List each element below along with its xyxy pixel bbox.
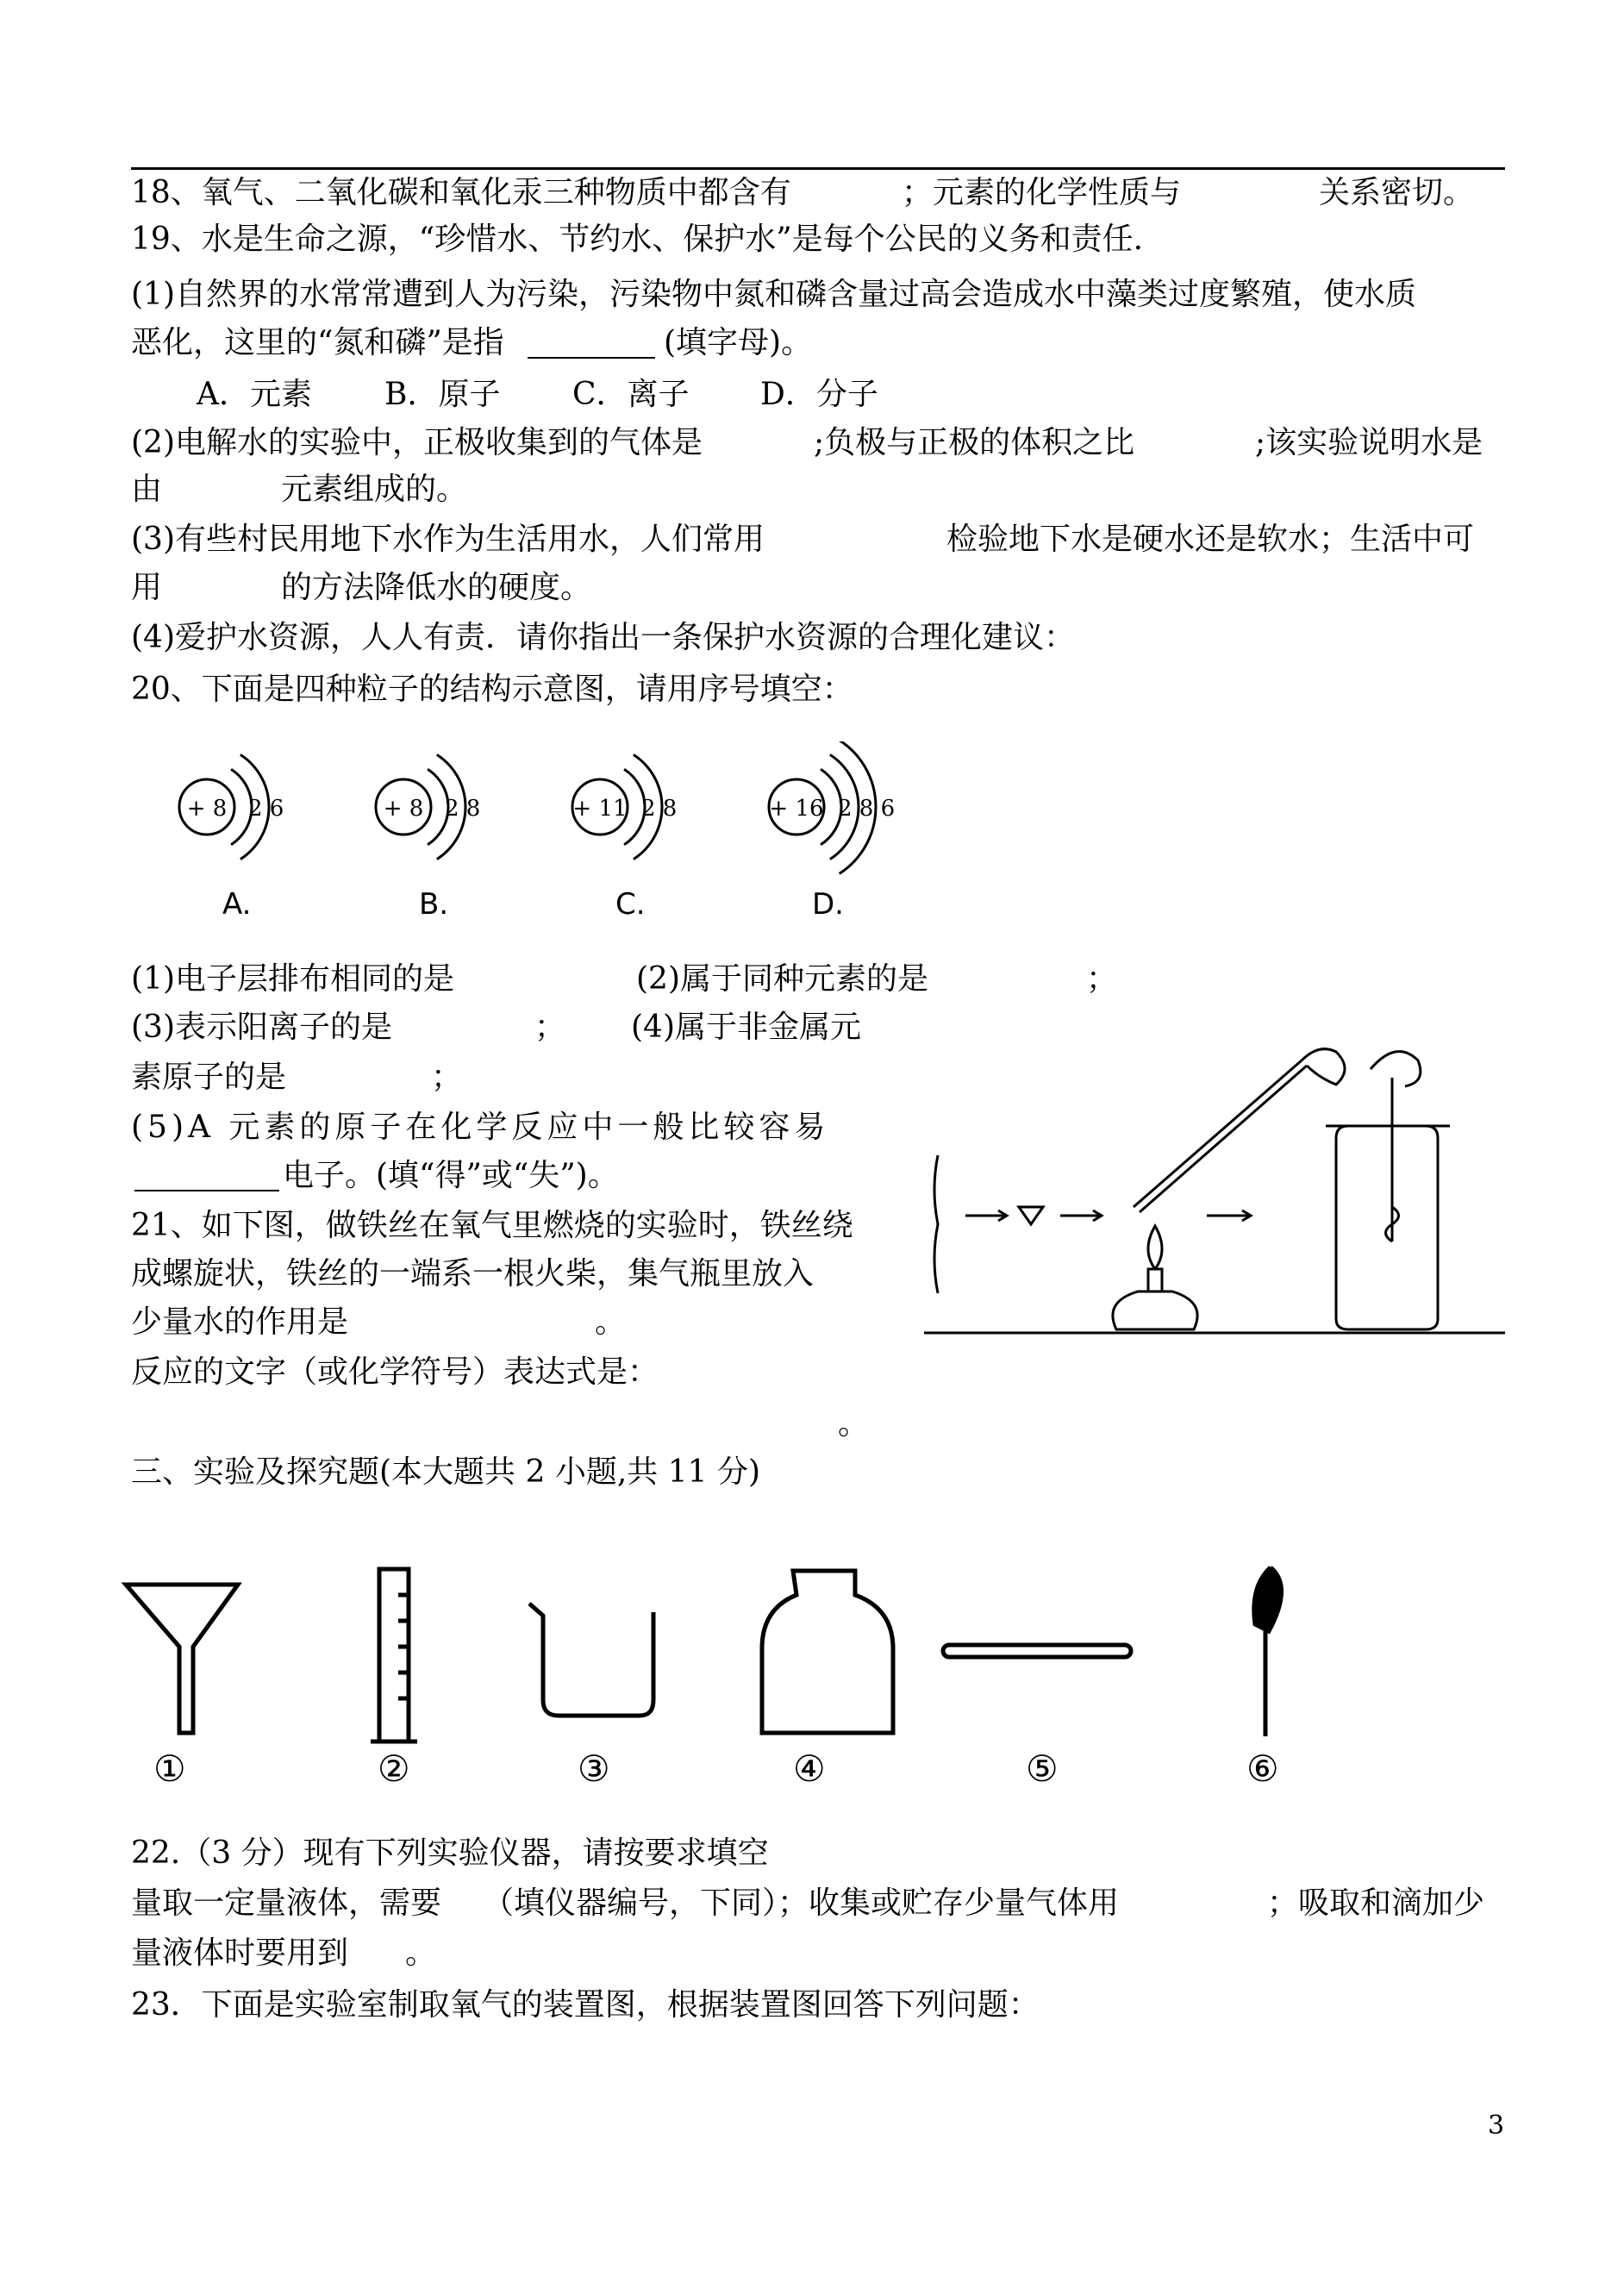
nucleus-charge: + 11 (572, 796, 628, 822)
q22-l2b: （填仪器编号，下同）；收集或贮存少量气体用 (483, 1885, 1120, 1921)
q21-l2: 成螺旋状，铁丝的一端系一根火柴，集气瓶里放入 (131, 1256, 815, 1291)
q21-l3a: 少量水的作用是 (131, 1304, 349, 1340)
graduated-cylinder-drawing (371, 1569, 417, 1742)
q20-s2: (2)属于同种元素的是 (636, 961, 928, 997)
electron-counts: 2 6 (248, 796, 284, 822)
q20-s4a: (4)属于非金属元 (631, 1010, 861, 1045)
instrument-label-3: ③ (578, 1748, 610, 1790)
electron-counts: 2 8 (445, 796, 481, 822)
atom-diagram-a (179, 754, 284, 922)
instrument-label-5: ⑤ (1026, 1748, 1059, 1790)
electron-counts: 2 8 6 (838, 796, 896, 822)
funnel-drawing (126, 1585, 238, 1733)
q19-p1-line1: (1)自然界的水常常遭到人为污染，污染物中氮和磷含量过高会造成水中藻类过度繁殖，使水质 (131, 277, 1416, 312)
q19-blank-1[interactable] (528, 357, 655, 359)
instrument-label-4: ④ (793, 1748, 826, 1790)
q21-l5: 。 (838, 1406, 870, 1441)
q20-s4-end: ； (431, 1060, 463, 1095)
q19-p2-line1a: (2)电解水的实验中，正极收集到的气体是 (131, 425, 703, 460)
q19-p1-line2a: 恶化，这里的“氮和磷”是指 (131, 325, 504, 360)
electron-counts: 2 8 (641, 796, 678, 822)
q22-l3b: 。 (405, 1935, 437, 1971)
q21-l4: 反应的文字（或化学符号）表达式是： (131, 1354, 659, 1390)
q19-p2-line1c: ;该实验说明水是 (1255, 425, 1483, 460)
q18-part3: 关系密切。 (1319, 175, 1475, 210)
nucleus-charge: + 8 (383, 796, 424, 822)
q20-s3: (3)表示阳离子的是 (131, 1010, 392, 1045)
q19-option-a: A．元素 (197, 377, 312, 412)
q18-part1: 18、氧气、二氧化碳和氧化汞三种物质中都含有 (131, 175, 791, 210)
q19-option-b: B．原子 (384, 377, 501, 412)
q21-l3b: 。 (595, 1304, 627, 1340)
q19-p3-line2b: 的方法降低水的硬度。 (281, 570, 592, 605)
instrument-label-2: ② (378, 1748, 410, 1790)
q19-p2-line2b: 元素组成的。 (281, 472, 468, 507)
q19-intro: 19、水是生命之源，“珍惜水、节约水、保护水”是每个公民的义务和责任. (131, 222, 1144, 257)
nucleus-charge: + 16 (769, 796, 824, 822)
instrument-label-6: ⑥ (1246, 1748, 1279, 1790)
q19-p3-line2a: 用 (131, 570, 163, 605)
q19-p2-line2a: 由 (131, 472, 163, 507)
atom-diagram-b (376, 754, 480, 922)
q18-part2: ；元素的化学性质与 (902, 175, 1182, 210)
q19-p3-line1b: 检验地下水是硬水还是软水；生活中可 (946, 522, 1475, 557)
dropper-drawing (1254, 1567, 1282, 1736)
q19-p2-line1b: ;负极与正极的体积之比 (814, 425, 1135, 460)
instrument-label-1: ① (153, 1748, 186, 1790)
q22-l2a: 量取一定量液体，需要 (131, 1885, 442, 1921)
q20-s5a: (5)A 元素的原子在化学反应中一般比较容易 (131, 1110, 830, 1145)
q22-l3a: 量液体时要用到 (131, 1935, 349, 1971)
atom-structure-diagrams (172, 741, 914, 948)
gas-collecting-bottle-drawing (762, 1571, 893, 1733)
atom-label: A. (222, 887, 252, 922)
atom-label: C. (615, 887, 646, 922)
q21-l1: 21、如下图，做铁丝在氧气里燃烧的实验时，铁丝绕 (131, 1208, 853, 1243)
q19-option-d: D．分子 (760, 377, 878, 412)
atom-label: D. (812, 887, 844, 922)
page-number: 3 (1488, 2111, 1505, 2141)
q20-blank-5[interactable] (134, 1190, 279, 1191)
q20-s2-end: ； (1086, 961, 1118, 997)
q19-option-c: C．离子 (572, 377, 690, 412)
q22-l2c: ；吸取和滴加少 (1267, 1885, 1485, 1921)
atom-diagram-c (572, 754, 677, 922)
atom-label: B. (419, 887, 449, 922)
q20-intro: 20、下面是四种粒子的结构示意图，请用序号填空： (131, 672, 853, 707)
q23: 23．下面是实验室制取氧气的装置图，根据装置图回答下列问题： (131, 1987, 1040, 2023)
glass-rod-drawing (943, 1645, 1131, 1657)
header-rule (131, 167, 1505, 170)
q19-p4: (4)爱护水资源，人人有责．请你指出一条保护水资源的合理化建议： (131, 620, 1075, 655)
iron-wire-burning-apparatus (922, 1043, 1508, 1345)
q20-s3-end: ； (534, 1010, 566, 1045)
q20-s5b: 电子。(填“得”或“失”)。 (283, 1158, 619, 1193)
lab-instruments (121, 1552, 1379, 1802)
section-3-title: 三、实验及探究题(本大题共 2 小题,共 11 分) (131, 1454, 761, 1490)
q19-p1-line2b: (填字母)。 (664, 325, 813, 360)
beaker-drawing (529, 1604, 653, 1716)
q20-s4b: 素原子的是 (131, 1060, 287, 1095)
atom-diagram-d (769, 741, 895, 922)
q19-p3-line1a: (3)有些村民用地下水作为生活用水，人们常用 (131, 522, 765, 557)
nucleus-charge: + 8 (186, 796, 228, 822)
q22-l1: 22.（3 分）现有下列实验仪器，请按要求填空 (131, 1835, 769, 1871)
q20-s1: (1)电子层排布相同的是 (131, 961, 454, 997)
